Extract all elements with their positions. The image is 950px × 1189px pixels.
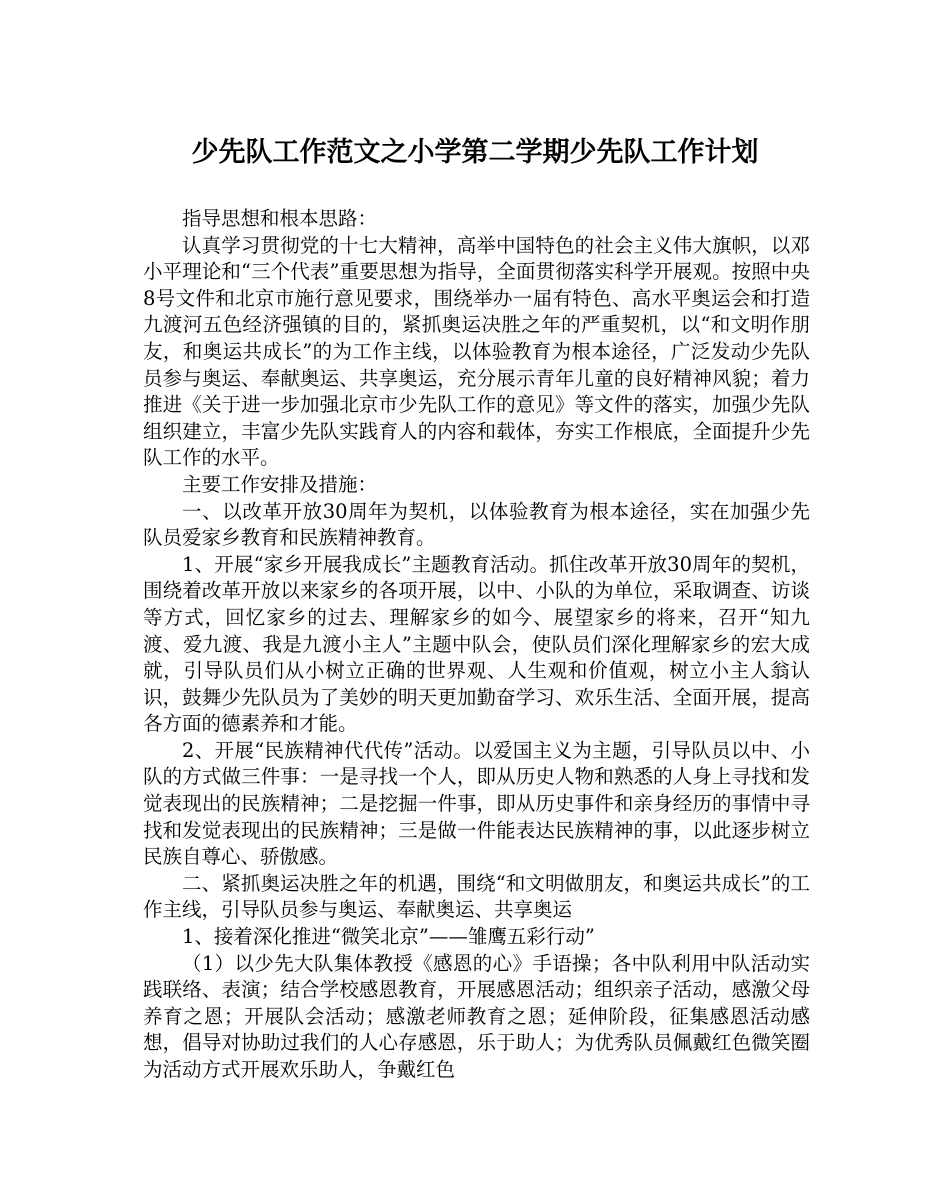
paragraph-item-2-1: 1、接着深化推进“微笑北京”——雏鹰五彩行动”	[182, 925, 595, 949]
paragraph-item-2-1-1: （1）以少先大队集体教授《感恩的心》手语操；各中队利用中队活动实践联络、表演；结合学校感恩教育，开展感恩活动；组织亲子活动，感激父母养育之恩；开展队会活动；感激老师教育之恩；延伸阶段，征集感恩活动感想，倡导对协助过我们的人心存感恩，乐于助人；为优秀队员佩戴红色微笑圈为活动方式开展欢乐助人，争戴红色	[143, 951, 810, 1081]
paragraph-guiding-content: 认真学习贯彻党的十七大精神，高举中国特色的社会主义伟大旗帜，以邓小平理论和“三个代表”重要思想为指导，全面贯彻落实科学开展观。按照中央8号文件和北京市施行意见要求，围绕举办一届有特色、高水平奥运会和打造九渡河五色经济强镇的目的，紧抓奥运决胜之年的严重契机，以“和文明作朋友，和奥运共成长”的为工作主线，以体验教育为根本途径，广泛发动少先队员参与奥运、奉献奥运、共享奥运，充分展示青年儿童的良好精神风貌；着力推进《关于进一步加强北京市少先队工作的意见》等文件的落实，加强少先队组织建立，丰富少先队实践育人的内容和载体，夯实工作根底，全面提升少先队工作的水平。	[143, 233, 810, 470]
paragraph-section-one: 一、以改革开放30周年为契机，以体验教育为根本途径，实在加强少先队员爱家乡教育和民族精神教育。	[143, 499, 810, 550]
document-title: 少先队工作范文之小学第二学期少先队工作计划	[191, 137, 759, 168]
paragraph-item-1: 1、开展“家乡开展我成长”主题教育活动。抓住改革开放30周年的契机，围绕着改革开放以来家乡的各项开展，以中、小队的为单位，采取调查、访谈等方式，回忆家乡的过去、理解家乡的如今、展望家乡的将来，召开“知九渡、爱九渡、我是九渡小主人”主题中队会，使队员们深化理解家乡的宏大成就，引导队员们从小树立正确的世界观、人生观和价值观，树立小主人翁认识，鼓舞少先队员为了美妙的明天更加勤奋学习、欢乐生活、全面开展，提高各方面的德素养和才能。	[143, 552, 810, 736]
paragraph-item-2: 2、开展“民族精神代代传”活动。以爱国主义为主题，引导队员以中、小队的方式做三件事：一是寻找一个人，即从历史人物和熟悉的人身上寻找和发觉表现出的民族精神；二是挖掘一件事，即从历史事件和亲身经历的事情中寻找和发觉表现出的民族精神；三是做一件能表达民族精神的事，以此逐步树立民族自尊心、骄傲感。	[143, 738, 810, 869]
paragraph-section-two: 二、紧抓奥运决胜之年的机遇，围绕“和文明做朋友，和奥运共成长”的工作主线，引导队员参与奥运、奉献奥运、共享奥运	[143, 871, 810, 922]
document-body	[143, 206, 810, 1084]
paragraph-main-tasks-heading: 主要工作安排及措施：	[182, 472, 378, 496]
paragraph-guiding-heading: 指导思想和根本思路：	[182, 207, 378, 230]
